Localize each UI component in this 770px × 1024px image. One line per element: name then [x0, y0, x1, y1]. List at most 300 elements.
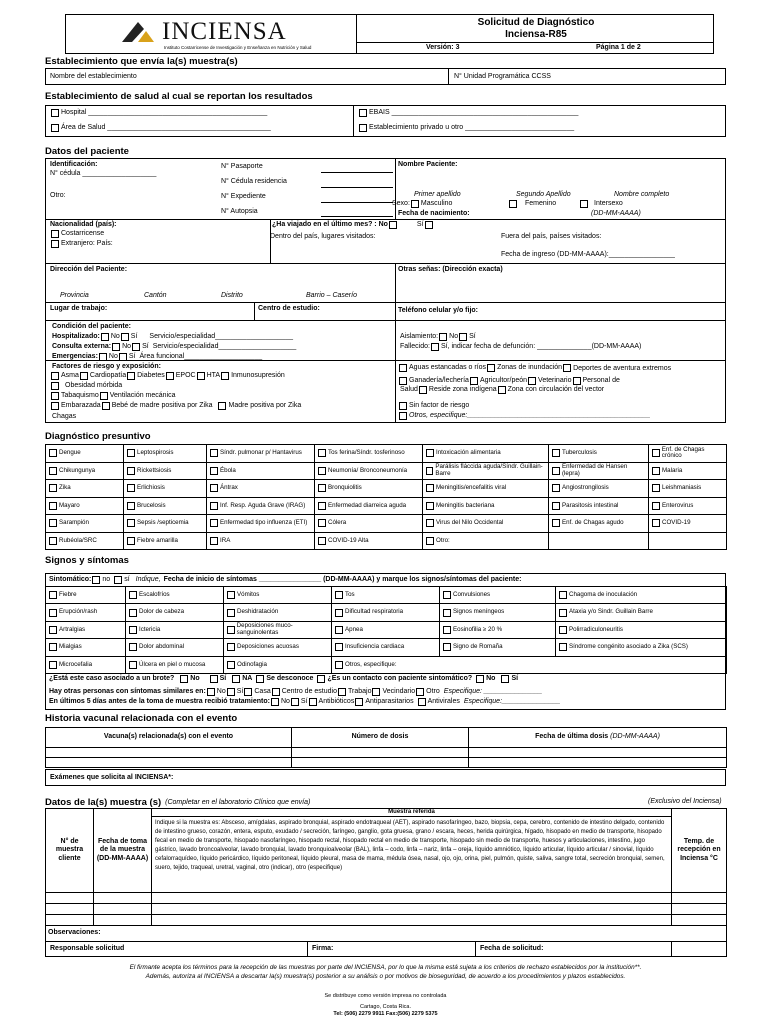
- hosp-no-checkbox[interactable]: [101, 333, 109, 341]
- cardio-label: Cardiopatía: [89, 372, 127, 379]
- sign-artralgias-checkbox[interactable]: [49, 626, 57, 634]
- dx-colera-checkbox[interactable]: [318, 519, 326, 527]
- hosp-si-checkbox[interactable]: [121, 333, 129, 341]
- sign-escalofrios-label: Escalofríos: [139, 590, 170, 598]
- sign-polirradiculoneuritis-checkbox[interactable]: [559, 626, 567, 634]
- sign-dificultad-respiratoria-label: Dificultad respiratoria: [345, 608, 404, 616]
- sign-sindrome-congenito-asociado-a--checkbox[interactable]: [559, 643, 567, 651]
- sign-dolor-abdominal-checkbox[interactable]: [129, 643, 137, 651]
- surname2-label: Segundo Apellido: [516, 191, 571, 198]
- dx-neumonia-bronconeumonia-label: Neumonía/ Bronconeumonía: [328, 466, 408, 474]
- sign-tos-label: Tos: [345, 590, 355, 598]
- dx-parasitosis-intestinal-label: Parasitosis intestinal: [562, 501, 619, 509]
- dx-sindr-pulmonar-p-hantavirus-checkbox[interactable]: [210, 449, 218, 457]
- sign-tos-checkbox[interactable]: [335, 591, 343, 599]
- antiparasitic-label: Antiparasitarios: [365, 698, 414, 705]
- sign-signos-meningeos-checkbox[interactable]: [443, 609, 451, 617]
- similar-si-checkbox[interactable]: [227, 688, 235, 696]
- dx-option: [124, 497, 207, 515]
- sample-cell[interactable]: [94, 915, 152, 926]
- out-no-checkbox[interactable]: [112, 343, 120, 351]
- sign-odinofagia-label: Odinofagia: [237, 660, 267, 668]
- sports-checkbox[interactable]: [563, 364, 571, 372]
- symptomatic-no-checkbox[interactable]: [92, 576, 100, 584]
- sign-deposiciones-muco-sanguinolent-label: Deposiciones muco-sanguinolentas: [236, 622, 293, 636]
- vac-cell[interactable]: [46, 758, 292, 768]
- outside-label: Fuera del país, países visitados:: [501, 233, 602, 240]
- dx-option: [549, 462, 649, 480]
- sign-eosinofilia-20-checkbox[interactable]: [443, 626, 451, 634]
- inmuno-checkbox[interactable]: [221, 372, 229, 380]
- dx-enf-de-chagas-agudo-checkbox[interactable]: [552, 519, 560, 527]
- onset-label: Fecha de inicio de síntomas ________________ (DD-MM-AAAA) y marque los signos/síntomas del paciente:: [163, 576, 522, 583]
- phone-label: Teléfono celular y/o fijo:: [398, 307, 478, 314]
- dx-option: [46, 462, 124, 480]
- dx-sarampion-checkbox[interactable]: [49, 519, 57, 527]
- sample-cell[interactable]: [152, 904, 672, 915]
- dx-option: [207, 445, 315, 463]
- symptomatic-si-checkbox[interactable]: [114, 576, 122, 584]
- dx-option: [549, 497, 649, 515]
- hospital-checkbox[interactable]: [51, 109, 59, 117]
- dx-angiostrongilosis-label: Angiostrongilosis: [562, 484, 609, 491]
- outbreak-na-label: NA: [242, 675, 253, 682]
- other-risk-label: Otros, especifique:_______________________________________________: [409, 412, 651, 419]
- dx-zika-checkbox[interactable]: [49, 484, 57, 492]
- sign-option: [556, 639, 727, 656]
- vet-checkbox[interactable]: [528, 377, 536, 385]
- dx-chikungunya-checkbox[interactable]: [49, 467, 57, 475]
- dx-intoxicacion-alimentaria-checkbox[interactable]: [426, 449, 434, 457]
- zika-mother-checkbox[interactable]: [218, 402, 226, 410]
- diabetes-checkbox[interactable]: [127, 372, 135, 380]
- sign-artralgias-label: Artralgias: [59, 625, 86, 633]
- smoking-label: Tabaquismo: [61, 392, 99, 399]
- form-code: Inciensa-R85: [505, 29, 567, 40]
- dx-enterovirus-checkbox[interactable]: [652, 502, 660, 510]
- ebais-label: EBAIS ________________________________________________: [369, 109, 579, 116]
- sign-dolor-de-cabeza-checkbox[interactable]: [129, 609, 137, 617]
- sign-chagoma-de-inoculacion-label: Chagoma de inoculación: [569, 590, 638, 598]
- treat-si-checkbox[interactable]: [291, 698, 299, 706]
- vac-cell[interactable]: [469, 758, 727, 768]
- nationality-label: Nacionalidad (país):: [50, 221, 117, 228]
- dx-mayaro-checkbox[interactable]: [49, 502, 57, 510]
- patient-name-label: Nombre Paciente:: [398, 161, 458, 168]
- dx-option: [46, 480, 124, 498]
- sign-deposiciones-muco-sanguinolent-checkbox[interactable]: [227, 626, 235, 634]
- dx-virus-del-nilo-occidental-label: Virus del Nilo Occidental: [436, 519, 504, 526]
- sign-ataxia-y-o-sindr-guillain-barr-label: Ataxia y/o Sindr. Guillain Barre: [569, 608, 653, 616]
- dx-fiebre-amarilla-checkbox[interactable]: [127, 537, 135, 545]
- sign-ataxia-y-o-sindr-guillain-barr-checkbox[interactable]: [559, 609, 567, 617]
- sign-option: [332, 621, 440, 638]
- hta-checkbox[interactable]: [197, 372, 205, 380]
- sign-option: [440, 639, 556, 656]
- farmer-checkbox[interactable]: [470, 377, 478, 385]
- entry-date-label: Fecha de ingreso (DD-MM-AAAA):_________________: [501, 251, 675, 258]
- risk-title: Factores de riesgo y exposición:: [52, 363, 161, 370]
- dx-malaria-checkbox[interactable]: [652, 467, 660, 475]
- hosp-service-label: Servicio/especialidad____________________: [149, 333, 294, 340]
- symptomatic-si-label: sí: [124, 576, 130, 583]
- dx-bronquiolitis-checkbox[interactable]: [318, 484, 326, 492]
- dx-option: [423, 445, 549, 463]
- contact-label: ¿Es un contacto con paciente sintomático?: [327, 675, 473, 682]
- travel-label: ¿Ha viajado en el último mes? : No: [272, 221, 388, 228]
- dx-option: [423, 532, 549, 550]
- similar-centro-checkbox[interactable]: [272, 688, 280, 696]
- outbreak-si-checkbox[interactable]: [210, 675, 218, 683]
- vet-label: Veterinario: [538, 377, 572, 384]
- similar-otro-checkbox[interactable]: [416, 688, 424, 696]
- sign-ictericia-checkbox[interactable]: [129, 626, 137, 634]
- dx-leishmaniasis-checkbox[interactable]: [652, 484, 660, 492]
- cattle-label: Ganadería/lechería: [409, 377, 469, 384]
- similar-specify: Especifique: _______________: [443, 688, 543, 695]
- similar-casa-checkbox[interactable]: [244, 688, 252, 696]
- sample-cell[interactable]: [94, 893, 152, 904]
- dx-zika-label: Zika: [59, 484, 71, 491]
- vac-col-3-label: Fecha de última dosis: [535, 733, 609, 741]
- sign-deposiciones-acuosas-checkbox[interactable]: [227, 643, 235, 651]
- dx-malaria-label: Malaria: [662, 466, 683, 474]
- passport-label: N° Pasaporte: [221, 163, 263, 170]
- dx-antrax-checkbox[interactable]: [210, 484, 218, 492]
- travel-no-checkbox[interactable]: [389, 221, 397, 229]
- sign-vomitos-checkbox[interactable]: [227, 591, 235, 599]
- footer-note-1: El firmante acepta los términos para la recepción de las muestras por parte del INCIENSA, por lo que la misma está sujeta a los criterios de rechazo establecidos por la institución**.: [129, 964, 642, 971]
- ventilation-checkbox[interactable]: [100, 392, 108, 400]
- outbreak-no-checkbox[interactable]: [180, 675, 188, 683]
- requester-field[interactable]: Responsable solicitud: [46, 942, 308, 956]
- similar-centro-label: Centro de estudio: [281, 688, 337, 695]
- antiviral-label: Antivirales: [427, 698, 460, 705]
- dx-erlichiosis-checkbox[interactable]: [127, 484, 135, 492]
- sign-convulsiones-checkbox[interactable]: [443, 591, 451, 599]
- district-label: Distrito: [221, 292, 243, 299]
- similar-no-checkbox[interactable]: [207, 688, 215, 696]
- dx-paralisis-flaccida-aguda-sindr-checkbox[interactable]: [426, 467, 433, 475]
- sample-cell[interactable]: [46, 915, 94, 926]
- sign-option: [126, 639, 224, 656]
- dx-option: [549, 480, 649, 498]
- sample-date-header: [94, 809, 152, 893]
- sign-ulcera-en-piel-o-mucosa-checkbox[interactable]: [129, 661, 137, 669]
- sign-fiebre-checkbox[interactable]: [49, 591, 57, 599]
- dx-sarampion-label: Sarampión: [59, 519, 89, 526]
- sign-dolor-abdominal-label: Dolor abdominal: [139, 643, 185, 651]
- staff-checkbox[interactable]: [573, 377, 581, 385]
- dx-mayaro-label: Mayaro: [59, 501, 80, 509]
- outpatient-label: Consulta externa:: [52, 343, 112, 350]
- dx-option: [124, 480, 207, 498]
- obesity-checkbox[interactable]: [51, 382, 59, 390]
- antibiotics-checkbox[interactable]: [309, 698, 317, 706]
- dx-paralisis-flaccida-aguda-sindr-label: Parálisis fláccida aguda/Síndr. Guillain-Barre: [435, 463, 543, 477]
- sign-chagoma-de-inoculacion-checkbox[interactable]: [559, 591, 567, 599]
- dx-otro-checkbox[interactable]: [426, 537, 434, 545]
- sample-cell[interactable]: [152, 893, 672, 904]
- school-label: Centro de estudio:: [258, 305, 320, 312]
- pregnant-checkbox[interactable]: [51, 402, 59, 410]
- sign-mialgias-label: Mialgias: [59, 643, 82, 651]
- sign-option: [556, 604, 727, 621]
- dx-inf-resp-aguda-grave-irag-checkbox[interactable]: [210, 502, 218, 510]
- sign-otros-especifique-label: Otros, especifique:: [345, 660, 397, 668]
- sec1-box: [45, 68, 726, 85]
- contact-pre-checkbox[interactable]: [317, 675, 325, 683]
- province-label: Provincia: [60, 292, 89, 299]
- logo-tagline: Instituto Costarricense de Investigación y Enseñanza en Nutrición y Salud: [164, 45, 312, 50]
- dx-angiostrongilosis-checkbox[interactable]: [552, 484, 560, 492]
- sign-odinofagia-checkbox[interactable]: [227, 661, 235, 669]
- emergency-label: Emergencias:: [52, 353, 98, 360]
- foreign-label: Extranjero: País:: [61, 240, 113, 247]
- outbreak-na-checkbox[interactable]: [232, 675, 240, 683]
- dx-meningitis-encefalitis-viral-label: Meningitis/encefalitis viral: [436, 484, 507, 491]
- signature-row: [46, 942, 672, 957]
- dx-tuberculosis-checkbox[interactable]: [552, 449, 560, 457]
- dx-option: [124, 515, 207, 533]
- dx-option: [549, 515, 649, 533]
- dx-covid-19-checkbox[interactable]: [652, 519, 660, 527]
- water-label: Aguas estancadas o ríos: [409, 364, 487, 371]
- samples-note: (Completar en el laboratorio Clínico que envía): [165, 799, 311, 807]
- dx-leptospirosis-checkbox[interactable]: [127, 449, 135, 457]
- vector-checkbox[interactable]: [498, 386, 506, 394]
- sign-option: [46, 639, 126, 656]
- dx-dengue-checkbox[interactable]: [49, 449, 57, 457]
- outbreak-unknown-checkbox[interactable]: [256, 675, 264, 683]
- id-label: Identificación:: [50, 161, 98, 168]
- sign-apnea-checkbox[interactable]: [335, 626, 343, 634]
- dx-otro-label: Otro:: [436, 536, 450, 544]
- sign-signo-de-romana-checkbox[interactable]: [443, 643, 451, 651]
- cardio-checkbox[interactable]: [80, 372, 88, 380]
- cattle-checkbox[interactable]: [399, 377, 407, 385]
- request-date-field[interactable]: Fecha de solicitud:: [480, 944, 544, 952]
- observations-field[interactable]: Observaciones:: [46, 926, 727, 942]
- sign-signos-meningeos-label: Signos meníngeos: [453, 608, 505, 616]
- dx-sepsis-septicemia-checkbox[interactable]: [127, 519, 135, 527]
- dx-option: [423, 480, 549, 498]
- dx-ebola-checkbox[interactable]: [210, 467, 218, 475]
- vac-cell[interactable]: [469, 748, 727, 758]
- dx-enf-de-chagas-cronico-checkbox[interactable]: [652, 449, 660, 457]
- patient-box: [45, 158, 726, 423]
- hosp-si-label: Sí: [130, 333, 138, 340]
- dx-option: [207, 515, 315, 533]
- cedula-field[interactable]: N° cédula ___________________: [50, 170, 157, 177]
- signs-table: [45, 586, 727, 674]
- sign-dolor-de-cabeza-label: Dolor de cabeza: [139, 608, 185, 616]
- sign-deshidratacion-checkbox[interactable]: [227, 609, 235, 617]
- asma-label: Asma: [61, 372, 79, 379]
- similar-vecindario-checkbox[interactable]: [372, 688, 380, 696]
- dx-option: [46, 532, 124, 550]
- iso-no-checkbox[interactable]: [439, 333, 447, 341]
- fullname-label: Nombre completo: [614, 191, 670, 198]
- asma-checkbox[interactable]: [51, 372, 59, 380]
- dx-option: [315, 532, 423, 550]
- dx-option: [124, 445, 207, 463]
- record-label: N° Expediente: [221, 193, 266, 200]
- dx-neumonia-bronconeumonia-checkbox[interactable]: [318, 467, 326, 475]
- dx-parasitosis-intestinal-checkbox[interactable]: [552, 502, 560, 510]
- dx-table: [45, 444, 727, 550]
- dx-bronquiolitis-label: Bronquiolitis: [328, 484, 362, 491]
- costarican-checkbox[interactable]: [51, 230, 59, 238]
- indigenous-checkbox[interactable]: [419, 386, 427, 394]
- hosp-no-label: No: [110, 333, 120, 340]
- logo-mark-icon: [118, 18, 158, 48]
- signature-field[interactable]: Firma:: [308, 942, 476, 956]
- vac-cell[interactable]: [292, 758, 469, 768]
- symptomatic-no-label: no: [102, 576, 111, 583]
- sign-mialgias-checkbox[interactable]: [49, 643, 57, 651]
- outbreak-label: ¿Está este caso asociado a un brote?: [49, 675, 175, 682]
- sign-option: [224, 621, 332, 638]
- dx-rubeola-src-checkbox[interactable]: [49, 537, 57, 545]
- dx-rickettsiosis-label: Rickettsiosis: [137, 466, 172, 474]
- sample-cell[interactable]: [94, 904, 152, 915]
- sec1-title: Establecimiento que envía la(s) muestra(s): [45, 56, 238, 67]
- sample-cell[interactable]: [672, 904, 727, 915]
- dx-enfermedad-de-hansen-lepra-checkbox[interactable]: [552, 467, 560, 475]
- sign-insuficiencia-cardiaca-checkbox[interactable]: [335, 643, 343, 651]
- program-unit-field[interactable]: N° Unidad Programática CCSS: [454, 73, 551, 80]
- sign-erupcion-rash-checkbox[interactable]: [49, 609, 57, 617]
- dx-ira-checkbox[interactable]: [210, 537, 218, 545]
- deceased-checkbox[interactable]: [431, 343, 439, 351]
- dx-erlichiosis-label: Erlichiosis: [137, 484, 165, 491]
- dx-meningitis-encefalitis-viral-checkbox[interactable]: [426, 484, 434, 492]
- similar-casa-label: Casa: [254, 688, 271, 695]
- area-checkbox[interactable]: [51, 124, 59, 132]
- sign-polirradiculoneuritis-label: Polirradiculoneuritis: [569, 625, 623, 633]
- dx-rickettsiosis-checkbox[interactable]: [127, 467, 135, 475]
- sign-option: [556, 587, 727, 604]
- sample-cell[interactable]: [152, 915, 672, 926]
- contact-no-checkbox[interactable]: [476, 675, 484, 683]
- sign-microcefalia-checkbox[interactable]: [49, 661, 57, 669]
- patient-title: Datos del paciente: [45, 146, 129, 157]
- similar-trabajo-label: Trabajo: [347, 688, 372, 695]
- sign-microcefalia-label: Microcefalia: [59, 660, 93, 668]
- vac-cell[interactable]: [46, 748, 292, 758]
- other-risk-checkbox[interactable]: [399, 412, 407, 420]
- water-checkbox[interactable]: [399, 364, 407, 372]
- establishment-name-field[interactable]: Nombre del establecimiento: [50, 73, 137, 80]
- dx-option: [315, 462, 423, 480]
- hta-label: HTA: [206, 372, 221, 379]
- epoc-checkbox[interactable]: [166, 372, 174, 380]
- vac-title: Historia vacunal relacionada con el evento: [45, 713, 238, 724]
- sign-ulcera-en-piel-o-mucosa-label: Úlcera en piel o mucosa: [139, 660, 206, 668]
- dx-meningitis-bacteriana-label: Meningitis bacteriana: [436, 501, 495, 509]
- dx-sindr-pulmonar-p-hantavirus-label: Síndr. pulmonar p/ Hantavirus: [220, 449, 302, 456]
- similar-trabajo-checkbox[interactable]: [338, 688, 346, 696]
- signs-title: Signos y síntomas: [45, 555, 129, 566]
- norisk-checkbox[interactable]: [399, 402, 407, 410]
- dx-enfermedad-tipo-influenza-eti-checkbox[interactable]: [210, 519, 218, 527]
- female-checkbox[interactable]: [509, 200, 517, 208]
- vac-cell[interactable]: [292, 748, 469, 758]
- dx-enfermedad-tipo-influenza-eti-label: Enfermedad tipo influenza (ETI): [220, 519, 308, 526]
- sign-dificultad-respiratoria-checkbox[interactable]: [335, 609, 343, 617]
- birth-label: Fecha de nacimiento:: [398, 210, 470, 217]
- deceased-label: Fallecido:: [400, 343, 430, 350]
- dx-brucelosis-checkbox[interactable]: [127, 502, 135, 510]
- sample-cell[interactable]: [672, 893, 727, 904]
- dx-enfermedad-diarreica-aguda-checkbox[interactable]: [318, 502, 326, 510]
- treat-no-checkbox[interactable]: [271, 698, 279, 706]
- sign-escalofrios-checkbox[interactable]: [129, 591, 137, 599]
- isolation-label: Aislamiento:: [400, 333, 439, 340]
- vac-col-3-format: (DD-MM-AAAA): [610, 733, 660, 741]
- out-si-checkbox[interactable]: [132, 343, 140, 351]
- dx-enfermedad-diarreica-aguda-label: Enfermedad diarreica aguda: [328, 501, 407, 509]
- canton-label: Cantón: [144, 292, 167, 299]
- workplace-label: Lugar de trabajo:: [50, 305, 108, 312]
- dx-option: [649, 445, 727, 463]
- dx-option: [649, 497, 727, 515]
- costarican-label: Costarricense: [61, 230, 105, 237]
- sample-cell[interactable]: [46, 893, 94, 904]
- sample-type-instructions: Indique si la muestra es: Absceso, amígdalas, aspirado bronquial, aspirado endotraqueal (AET), aspirado nasofaríngeo, bazo, biopsia, cepa, cerebro, contenido de intestino delgado, contenido de intestino grueso, corazón, entera, esputo, exudado / secreción, faríngeo, ganglio, gota gruesa, grano / escara, heces, herida quirúrgica, hígado, hisopado en medio de transporte, hisopado fecal en medio de transporte, hisopado nasofaríngeo, hisopado rectal, hisopado rectal en medio de transporte, hisopado sin medio de transporte, huesos y articulaciones, intestino, jugo gástrico, lavado broncoalveolar, lavado bronquial, lavado bronquioalveolar (BAL), linfa – codo, linfa – nariz, linfa – oreja, líquido amniótico, líquido articular, líquido articular / sinovial, líquido cefalorraquídeo, líquido pericárdico, líquido peritoneal, líquido pleural, masa de mama, médula ósea, nasal, ojo, ojo, orina, piel, pulmón, quiste, saliva, sangre total, secreción bronquial, semen, suero, tejido, traqueal, uretral, vaginal, otro (indicar), otro (especifique): [152, 817, 672, 893]
- sample-cell[interactable]: [46, 904, 94, 915]
- zika-baby-label: Bebé de madre positiva por Zika: [111, 402, 213, 409]
- sample-cell[interactable]: [672, 915, 727, 926]
- norisk-label: Sin factor de riesgo: [409, 402, 470, 409]
- sign-option: [440, 587, 556, 604]
- contact-si-checkbox[interactable]: [501, 675, 509, 683]
- foreign-checkbox[interactable]: [51, 240, 59, 248]
- flood-checkbox[interactable]: [487, 364, 495, 372]
- zika-baby-checkbox[interactable]: [102, 402, 110, 410]
- smoking-checkbox[interactable]: [51, 392, 59, 400]
- dx-option: [124, 462, 207, 480]
- dx-virus-del-nilo-occidental-checkbox[interactable]: [426, 519, 434, 527]
- private-checkbox[interactable]: [359, 124, 367, 132]
- travel-si-checkbox[interactable]: [425, 221, 433, 229]
- sign-vomitos-label: Vómitos: [237, 590, 260, 598]
- male-checkbox[interactable]: [411, 200, 419, 208]
- intersex-checkbox[interactable]: [580, 200, 588, 208]
- deceased-text: Sí, indicar fecha de defunción: ______________(DD-MM-AAAA): [440, 343, 642, 350]
- antiparasitic-checkbox[interactable]: [355, 698, 363, 706]
- iso-si-checkbox[interactable]: [459, 333, 467, 341]
- sign-eosinofilia-20-label: Eosinofilia ≥ 20 %: [453, 625, 503, 633]
- similar-si-label: Sí: [236, 688, 244, 695]
- dx-covid-19-alta-checkbox[interactable]: [318, 537, 326, 545]
- antiviral-checkbox[interactable]: [418, 698, 426, 706]
- dx-enfermedad-de-hansen-lepra-label: Enfermedad de Hansen (lepra): [561, 463, 628, 477]
- dx-dengue-label: Dengue: [59, 449, 81, 456]
- exams-box[interactable]: [45, 769, 726, 786]
- symptomatic-label: Sintomático:: [49, 576, 92, 583]
- chagas-label: Chagas: [52, 413, 77, 420]
- dx-tos-ferina-sindr-tosferinoso-checkbox[interactable]: [318, 449, 326, 457]
- dx-enterovirus-label: Enterovirus: [662, 501, 694, 509]
- dx-meningitis-bacteriana-checkbox[interactable]: [426, 502, 434, 510]
- dx-empty: [649, 532, 727, 550]
- sign-otros-especifique-checkbox[interactable]: [335, 661, 343, 669]
- ebais-checkbox[interactable]: [359, 109, 367, 117]
- dx-option: [207, 480, 315, 498]
- vac-col-3: [469, 728, 727, 748]
